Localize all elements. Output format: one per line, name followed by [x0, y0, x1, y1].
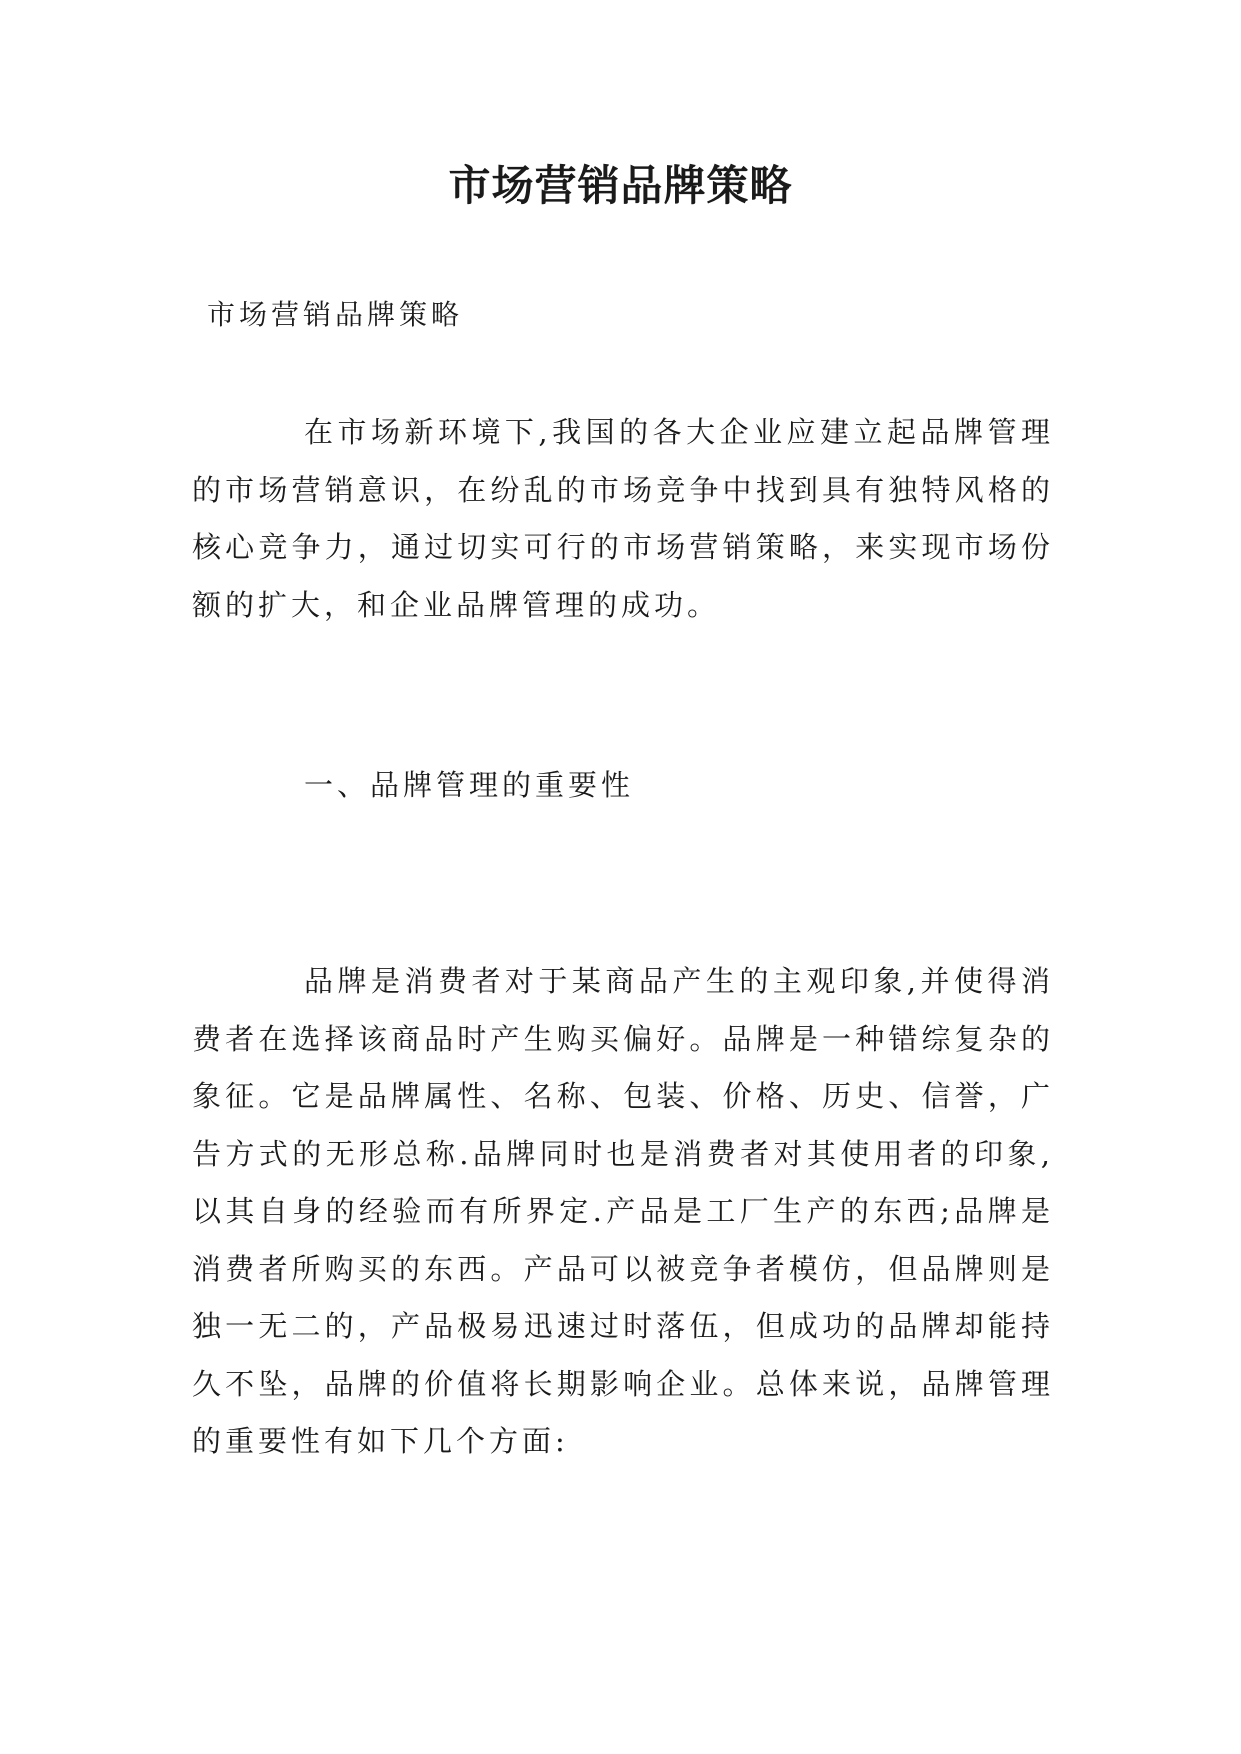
- document-subtitle: 市场营销品牌策略: [207, 298, 464, 331]
- document-title: 市场营销品牌策略: [448, 161, 793, 210]
- section-heading: 一、品牌管理的重要性: [304, 768, 635, 802]
- body-paragraph: 品牌是消费者对于某商品产生的主观印象,并使得消费者在选择该商品时产生购买偏好。品牌是一种错综复杂的象征。它是品牌属性、名称、包装、价格、历史、信誉，广告方式的无形总称.品牌同时也是消费者对其使用者的印象,以其自身的经验而有所界定.产品是工厂生产的东西;品牌是消费者所购买的东西。产品可以被竞争者模仿，但品牌则是独一无二的，产品极易迅速过时落伍，但成功的品牌却能持久不坠，品牌的价值将长期影响企业。总体来说，品牌管理的重要性有如下几个方面:: [192, 964, 1054, 1458]
- intro-paragraph: 在市场新环境下,我国的各大企业应建立起品牌管理的市场营销意识，在纷乱的市场竞争中找到具有独特风格的核心竞争力，通过切实可行的市场营销策略，来实现市场份额的扩大，和企业品牌管理的成功。: [192, 415, 1054, 622]
